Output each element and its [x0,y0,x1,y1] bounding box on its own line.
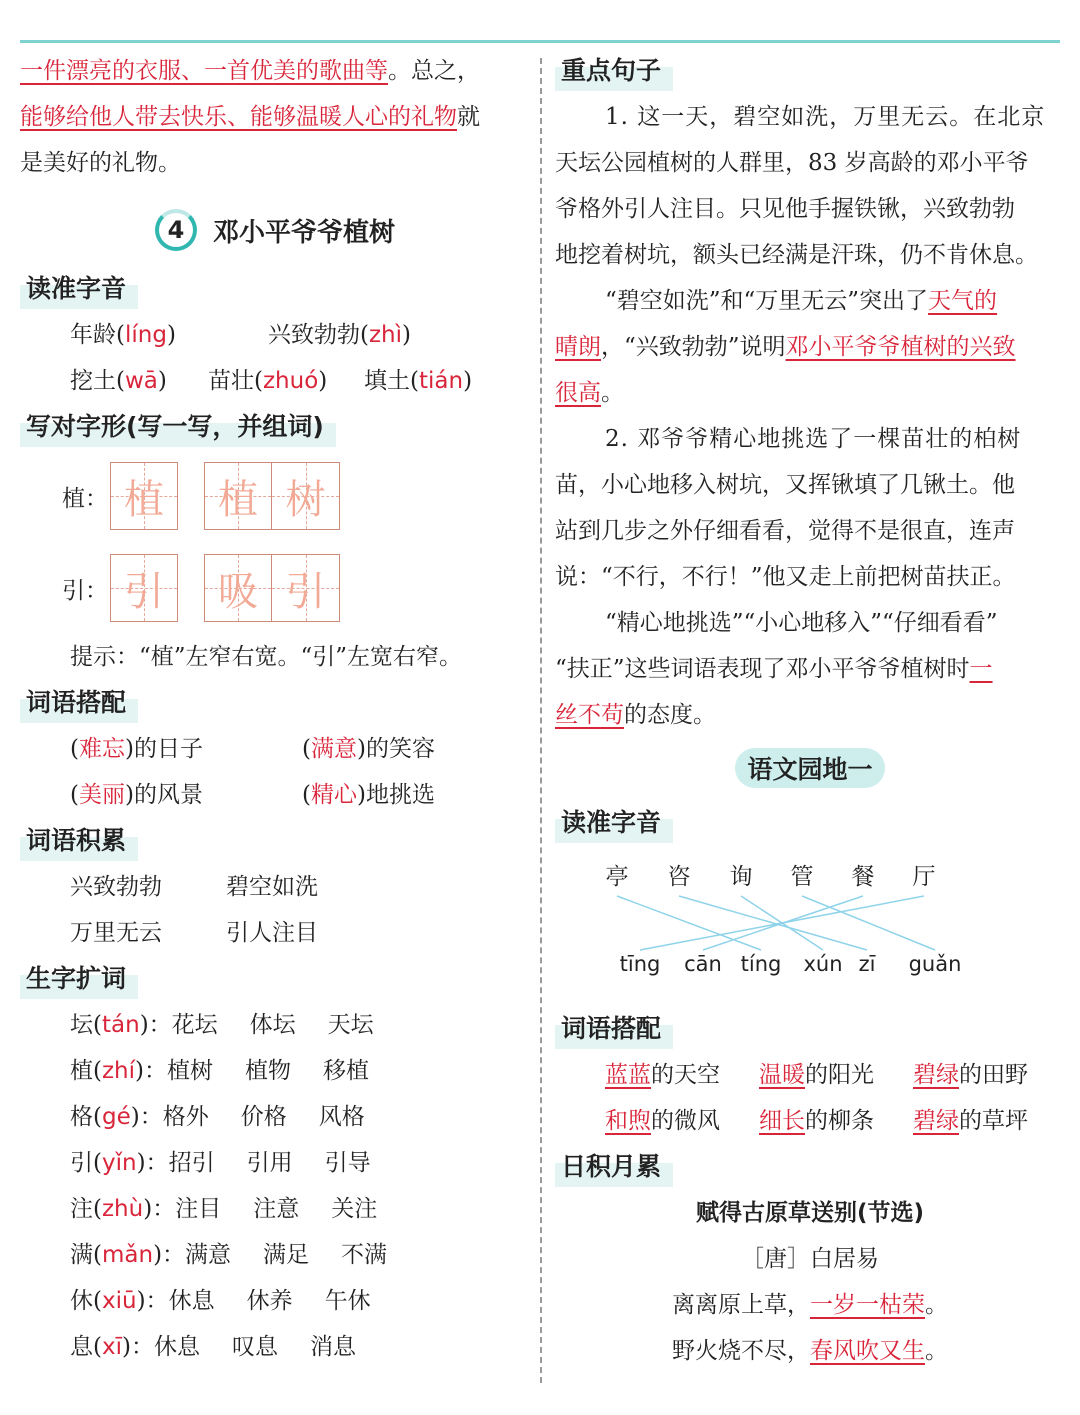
accumulate-row-2 [20,910,530,956]
match-pinyin: xún [803,952,843,976]
collocation-item: (难忘)的日子 [70,736,203,762]
read-item: 挖土(wā) [70,368,167,394]
expand-word: 满足 [263,1242,310,1268]
answer: 春风吹又生 [810,1338,925,1364]
key-s2-line: 说：“不行，不行！”他又走上前把树苗扶正。 [555,564,1016,590]
write-row-yin [20,542,530,634]
read-item: 兴致勃勃(zhì) [268,322,412,348]
match-line [802,896,935,950]
key-a2-line: “扶正”这些词语表现了邓小平爷爷植树时一 [555,656,993,682]
grid-cell: 植 [110,462,178,530]
grid-word [204,462,340,530]
write-label: 引： [62,577,108,604]
expand-word: 消息 [309,1334,356,1360]
match-line [617,896,761,950]
expand-word: 满意 [185,1242,232,1268]
poem-line-1: 离离原上草，一岁一枯荣。 [672,1292,948,1318]
lesson-number-badge: 4 [155,209,197,251]
answer: 晴朗 [555,334,601,360]
grid-word [204,554,340,622]
key-a2-line: “精心地挑选”“小心地移入”“仔细看看” [605,610,998,636]
read2-heading: 读准字音 [555,803,673,843]
intro-line-2 [20,94,530,140]
expand-char: 引(yǐn)： [70,1150,169,1176]
answer: 很高 [555,380,601,406]
poem-author: ［唐］白居易 [741,1246,879,1272]
expand-word: 注意 [253,1196,300,1222]
garden-title: 语文园地一 [735,748,884,788]
expand-row [20,1094,530,1140]
intro-answer-2: 能够给他人带去快乐、能够温暖人心的礼物 [20,104,457,130]
write-row-zhi [20,450,530,542]
poem-title: 赋得古原草送别(节选) [695,1200,925,1226]
collocation2-row [555,1052,1065,1098]
match-char: 厅 [912,864,936,890]
column-divider [540,58,542,1383]
lesson-title: 邓小平爷爷植树 [212,217,395,248]
answer: 一 [969,656,993,682]
expand-row [20,1232,530,1278]
answer: 丝不苟 [555,702,624,728]
expand-word: 不满 [341,1242,388,1268]
expand-word: 价格 [240,1104,287,1130]
write-label: 植： [62,485,108,512]
accumulate-word: 万里无云 [70,920,162,946]
expand-row [20,1278,530,1324]
expand-row [20,1002,530,1048]
expand-char: 息(xī)： [70,1334,154,1360]
read-heading: 读准字音 [20,269,138,309]
left-column [20,48,530,1370]
key-heading: 重点句子 [555,51,673,91]
key-s1-line: 1. 这一天，碧空如洗，万里无云。在北京 [605,104,1046,130]
pinyin-matching [555,846,1065,1006]
poem-line-2: 野火烧不尽，春风吹又生。 [672,1338,948,1364]
daily-heading: 日积月累 [555,1147,673,1187]
match-char: 管 [790,864,814,890]
collocation-row-1 [20,726,530,772]
key-a2-line: 丝不苟的态度。 [555,702,716,728]
collocation-item: (精心)地挑选 [302,782,435,808]
key-s1-line: 爷格外引人注目。只见他手握铁锹，兴致勃勃 [555,196,1015,222]
expand-word: 引导 [324,1150,371,1176]
collocation-item: (美丽)的风景 [70,782,203,808]
matching-pinyins [620,952,962,976]
key-a1-line: 很高。 [555,380,624,406]
answer: 一岁一枯荣 [810,1292,925,1318]
match-char: 咨 [667,864,691,890]
expand-char: 坛(tán)： [70,1012,172,1038]
expand-word: 花坛 [171,1012,218,1038]
key-s1-line: 地挖着树坑，额头已经满是汗珠，仍不肯休息。 [555,242,1038,268]
match-pinyin: tīng [619,952,661,976]
expand-char: 休(xiū)： [70,1288,169,1314]
expand-char: 植(zhí)： [70,1058,168,1084]
match-pinyin: zī [858,952,876,976]
collocation2-item: 和煦的微风 [605,1108,720,1134]
read-item: 年龄(líng) [70,322,176,348]
collocation-row-2 [20,772,530,818]
read-item: 填土(tián) [364,368,473,394]
expand-word: 关注 [331,1196,378,1222]
expand-row [20,1048,530,1094]
collocation2-item: 蓝蓝的天空 [605,1062,720,1088]
intro-tail-2: 就 [457,104,480,130]
expand-word: 植物 [245,1058,292,1084]
intro-line-1 [20,48,530,94]
collocation-item: (满意)的笑容 [302,736,435,762]
key-s2-line: 2. 邓爷爷精心地挑选了一棵苗壮的柏树 [605,426,1022,452]
right-column [555,48,1065,1374]
expand-char: 格(gé)： [70,1104,163,1130]
match-char: 餐 [851,864,875,890]
expand-word: 午休 [324,1288,371,1314]
intro-line-3: 是美好的礼物。 [20,150,181,176]
expand-word: 体坛 [249,1012,296,1038]
expand-heading: 生字扩词 [20,959,138,999]
grid-cell: 吸 [204,554,272,622]
accumulate-word: 引人注目 [226,920,318,946]
collocation-heading: 词语搭配 [20,683,138,723]
matching-lines [617,896,935,950]
intro-tail-1: 。总之， [388,58,480,84]
collocation2-item: 碧绿的田野 [913,1062,1028,1088]
intro-answer-1: 一件漂亮的衣服、一首优美的歌曲等 [20,58,388,84]
expand-word: 风格 [318,1104,365,1130]
key-a1-line: 晴朗，“兴致勃勃”说明邓小平爷爷植树的兴致 [555,334,1016,360]
expand-list [20,1002,530,1370]
expand-word: 休息 [153,1334,200,1360]
expand-word: 招引 [168,1150,215,1176]
collocation2-list [555,1052,1065,1144]
key-s2-line: 站到几步之外仔细看看，觉得不是很直，连声 [555,518,1015,544]
collocation2-item: 细长的柳条 [759,1108,874,1134]
expand-row [20,1324,530,1370]
expand-char: 满(mǎn)： [70,1242,186,1268]
match-pinyin: tíng [740,952,782,976]
answer: 天气的 [928,288,998,314]
expand-word: 天坛 [327,1012,374,1038]
key-s2-line: 苗，小心地移入树坑，又挥锹填了几锹土。他 [555,472,1015,498]
collocation2-row [555,1098,1065,1144]
grid-cell: 引 [110,554,178,622]
collocation2-item: 碧绿的草坪 [913,1108,1028,1134]
expand-word: 格外 [162,1104,209,1130]
write-heading: 写对字形(写一写，并组词) [20,407,336,447]
write-tip: 提示：“植”左窄右宽。“引”左宽右窄。 [70,644,463,670]
match-line [640,896,924,950]
expand-word: 叹息 [231,1334,278,1360]
expand-row [20,1140,530,1186]
key-s1-line: 天坛公园植树的人群里，83 岁高龄的邓小平爷 [555,150,1029,176]
match-pinyin: guǎn [908,952,962,976]
expand-char: 注(zhù)： [70,1196,176,1222]
accumulate-word: 碧空如洗 [226,874,318,900]
read-row-1 [20,312,530,358]
lesson-title-bar [20,194,530,266]
match-char: 询 [729,864,753,890]
grid-cell: 引 [272,554,340,622]
collocation2-item: 温暖的阳光 [759,1062,874,1088]
expand-word: 引用 [246,1150,293,1176]
expand-word: 注目 [175,1196,222,1222]
key-a1-line: “碧空如洗”和“万里无云”突出了天气的 [605,288,998,314]
grid-cell: 植 [204,462,272,530]
expand-row [20,1186,530,1232]
garden-title-bar [555,744,1065,792]
grid-cell: 树 [272,462,340,530]
accumulate-heading: 词语积累 [20,821,138,861]
expand-word: 休息 [168,1288,215,1314]
matching-svg [555,846,1065,1006]
read-row-2 [20,358,530,404]
expand-word: 植树 [167,1058,214,1084]
read-item: 苗壮(zhuó) [208,368,328,394]
accumulate-word: 兴致勃勃 [70,874,162,900]
accumulate-row-1 [20,864,530,910]
collocation2-heading: 词语搭配 [555,1009,673,1049]
match-char: 亭 [605,864,629,890]
top-rule [20,40,1060,43]
expand-word: 休养 [246,1288,293,1314]
expand-word: 移植 [323,1058,370,1084]
matching-chars [606,864,936,890]
match-pinyin: cān [684,952,722,976]
answer: 邓小平爷爷植树的兴致 [785,334,1016,360]
